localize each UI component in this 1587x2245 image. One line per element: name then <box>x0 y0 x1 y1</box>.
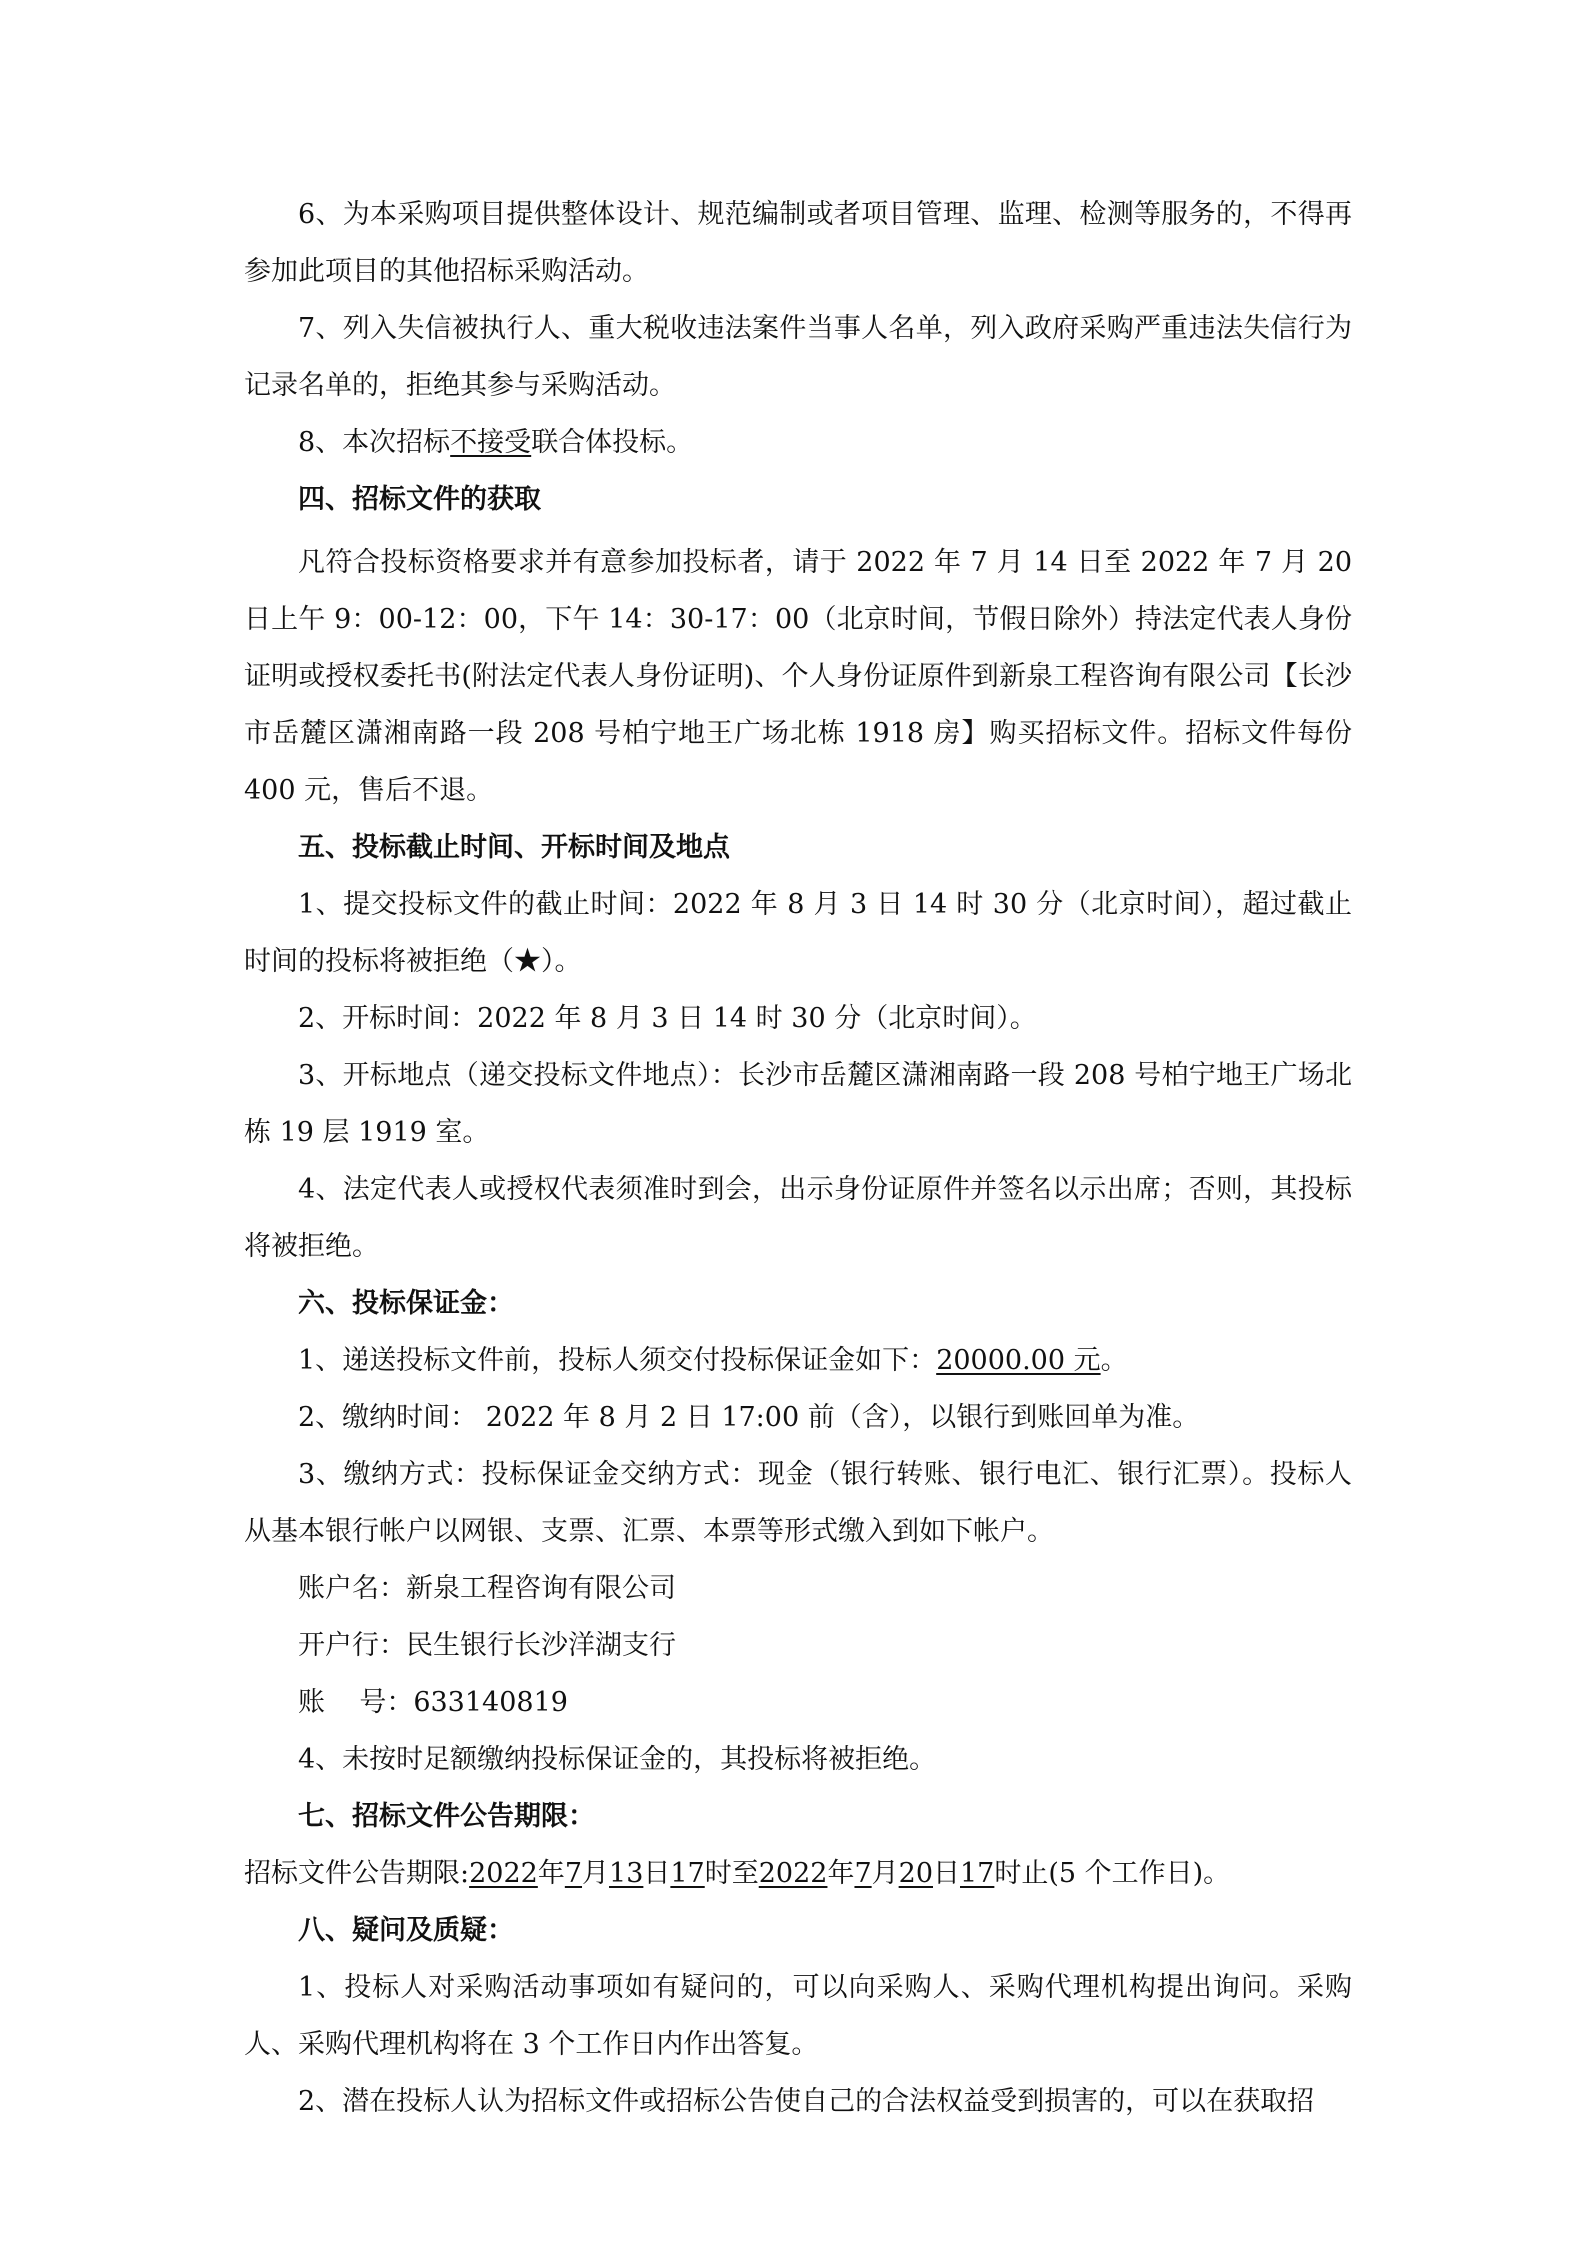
section-heading-4: 四、招标文件的获取 <box>298 484 541 515</box>
deposit-amount: 20000.00 元 <box>936 1345 1101 1376</box>
section-heading-5: 五、投标截止时间、开标时间及地点 <box>298 832 730 863</box>
paragraph-deposit-rejection: 4、未按时足额缴纳投标保证金的，其投标将被拒绝。 <box>298 1744 937 1775</box>
paragraph-clause-6: 6、为本采购项目提供整体设计、规范编制或者项目管理、监理、检测等服务的，不得再参加此项目的其他招标采购活动。 <box>244 199 1352 287</box>
account-bank: 开户行：民生银行长沙洋湖支行 <box>298 1630 676 1661</box>
paragraph-inquiry: 1、投标人对采购活动事项如有疑问的，可以向采购人、采购代理机构提出询问。采购人、采购代理机构将在 3 个工作日内作出答复。 <box>244 1972 1352 2060</box>
paragraph-representative: 4、法定代表人或授权代表须准时到会，出示身份证原件并签名以示出席；否则，其投标将被拒绝。 <box>244 1174 1352 1262</box>
paragraph-deposit-time: 2、缴纳时间： 2022 年 8 月 2 日 17:00 前（含），以银行到账回单为准。 <box>298 1402 1200 1433</box>
paragraph-deposit-amount: 1、递送投标文件前，投标人须交付投标保证金如下：20000.00 元。 <box>298 1345 1128 1376</box>
paragraph-opening-location: 3、开标地点（递交投标文件地点）：长沙市岳麓区潇湘南路一段 208 号柏宁地王广场北栋 19 层 1919 室。 <box>244 1060 1352 1148</box>
account-name: 账户名：新泉工程咨询有限公司 <box>298 1573 676 1604</box>
paragraph-clause-8: 8、本次招标不接受联合体投标。 <box>298 427 694 458</box>
paragraph-opening-time: 2、开标时间：2022 年 8 月 3 日 14 时 30 分（北京时间）。 <box>298 1003 1037 1034</box>
section-heading-7: 七、招标文件公告期限： <box>298 1801 595 1832</box>
paragraph-challenge: 2、潜在投标人认为招标文件或招标公告使自己的合法权益受到损害的，可以在获取招 <box>298 2086 1315 2117</box>
account-number: 账 号：633140819 <box>298 1687 568 1718</box>
paragraph-deposit-method: 3、缴纳方式：投标保证金交纳方式：现金（银行转账、银行电汇、银行汇票）。投标人从基本银行帐户以网银、支票、汇票、本票等形式缴入到如下帐户。 <box>244 1459 1352 1547</box>
section-heading-6: 六、投标保证金： <box>298 1288 514 1319</box>
paragraph-obtain-documents: 凡符合投标资格要求并有意参加投标者，请于 2022 年 7 月 14 日至 2022 年 7 月 20 日上午 9：00-12：00，下午 14：30-17：00（北京时间，节假日除外）持法定代表人身份证明或授权委托书(附法定代表人身份证明)、个人身份证原件到新泉工程咨询有限公司【长沙市岳麓区潇湘南路一段 208 号柏宁地王广场北栋 1918 房】购买招标文件。招标文件每份 400 元，售后不退。 <box>244 547 1352 806</box>
paragraph-deadline: 1、提交投标文件的截止时间：2022 年 8 月 3 日 14 时 30 分（北京时间），超过截止时间的投标将被拒绝（★）。 <box>244 889 1352 977</box>
section-heading-8: 八、疑问及质疑： <box>298 1915 514 1946</box>
underlined-text: 不接受 <box>450 427 532 458</box>
document-body <box>244 186 1352 2130</box>
paragraph-notice-period: 招标文件公告期限:2022年7月13日17时至2022年7月20日17时止(5 个工作日)。 <box>244 1858 1231 1889</box>
paragraph-clause-7: 7、列入失信被执行人、重大税收违法案件当事人名单，列入政府采购严重违法失信行为记录名单的，拒绝其参与采购活动。 <box>244 313 1352 401</box>
